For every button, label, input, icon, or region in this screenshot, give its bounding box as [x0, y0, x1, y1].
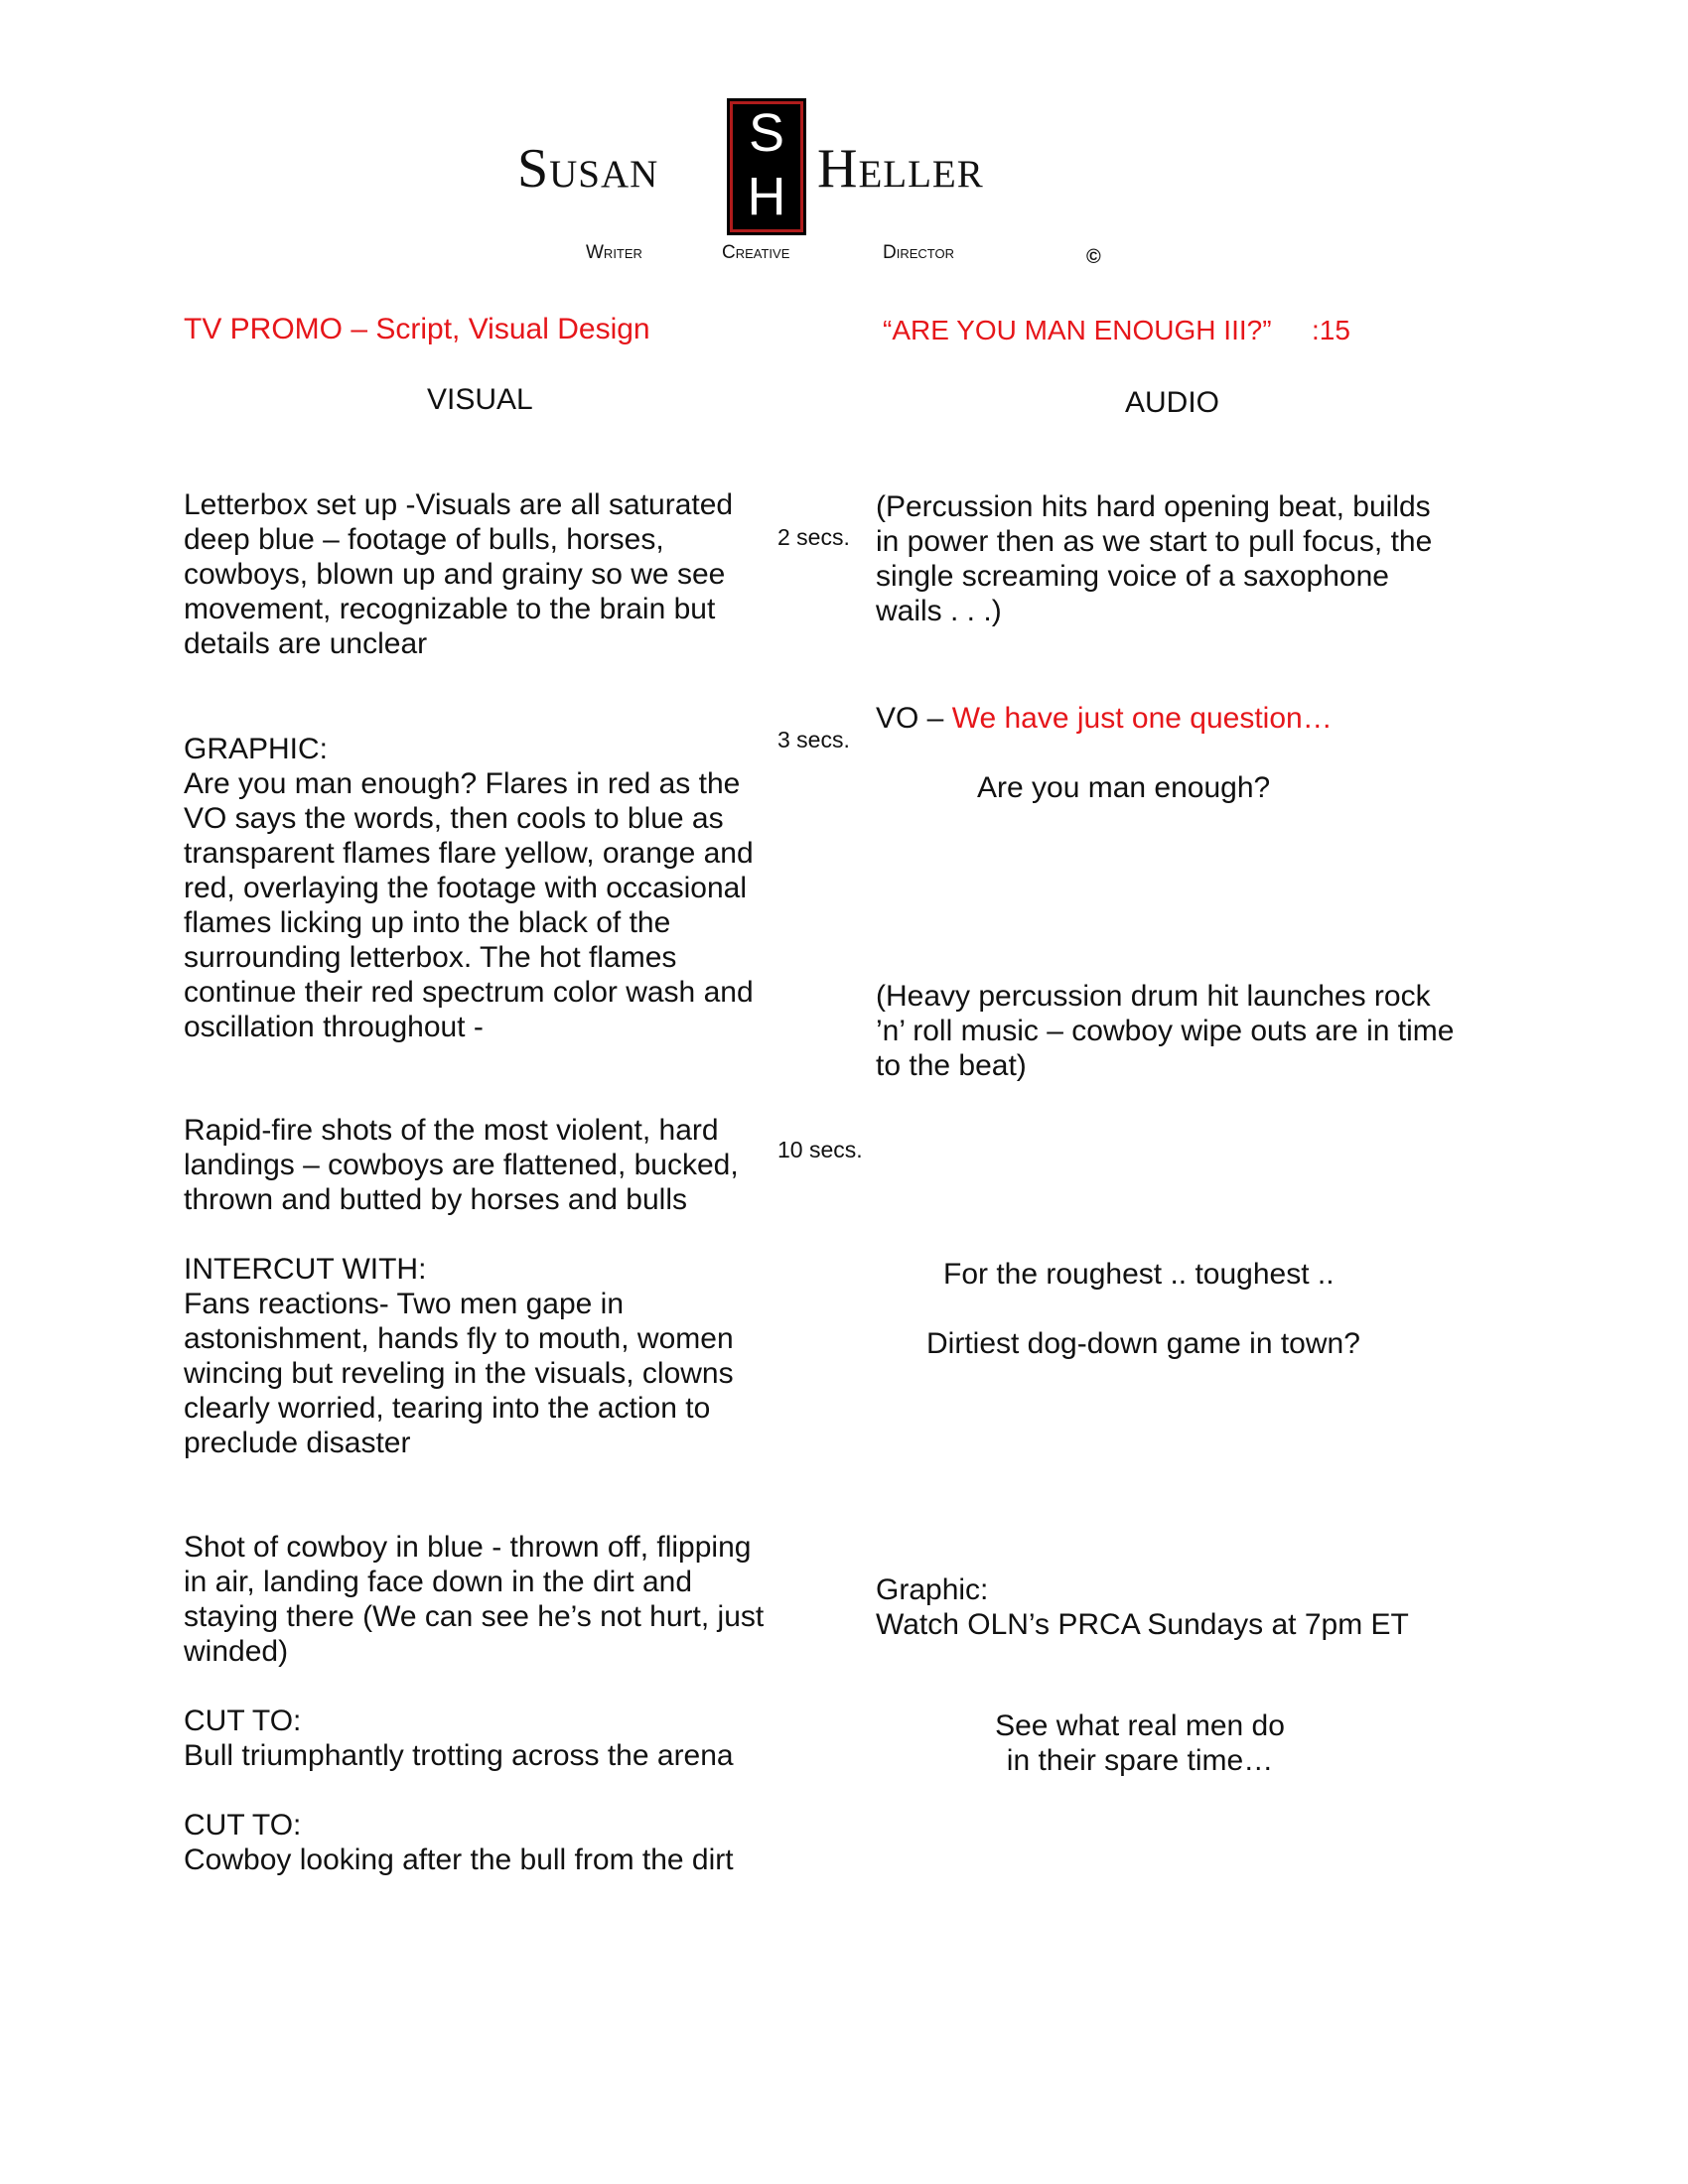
timing-10-secs: 10 secs. — [777, 1137, 863, 1162]
visual-block-rapid-fire: Rapid-fire shots of the most violent, hard landings – cowboys are flattened, bucked, thrown and butted by horses and bulls — [184, 1114, 739, 1216]
letterhead-first-name: Susan — [517, 138, 659, 200]
copyright-symbol: © — [1086, 246, 1101, 268]
promo-duration: :15 — [1312, 315, 1350, 345]
visual-column-title: VISUAL — [427, 383, 533, 416]
monogram-letter-top: S — [748, 103, 785, 163]
timing-3-secs: 3 secs. — [777, 727, 850, 752]
monogram-logo — [727, 98, 806, 235]
vo-label: VO – — [876, 702, 952, 735]
audio-column-title: AUDIO — [1125, 386, 1220, 419]
audio-block-graphic: Graphic: Watch OLN’s PRCA Sundays at 7pm ET — [876, 1573, 1409, 1641]
role-director: Director — [883, 242, 954, 263]
visual-block-cut-to-bull: CUT TO: Bull triumphantly trotting across the arena — [184, 1705, 734, 1772]
audio-block-percussion: (Percussion hits hard opening beat, builds in power then as we start to pull focus, the single screaming voice of a saxophone wails . . .) — [876, 490, 1433, 627]
visual-block-graphic: GRAPHIC: Are you man enough? Flares in red as the VO says the words, then cools to blue as transparent flames flare yellow, orange and red, overlaying the footage with occasional flames licking up into the black of the surrounding letterbox. The hot flames continue their red spectrum color wash and oscillation throughout - — [184, 733, 754, 1043]
promo-title: “ARE YOU MAN ENOUGH III?” — [883, 315, 1272, 345]
audio-block-real-men: See what real men do in their spare time… — [995, 1709, 1285, 1777]
visual-block-letterbox: Letterbox set up -Visuals are all saturated deep blue – footage of bulls, horses, cowboys, blown up and grainy so we see movement, recognizable to the brain but details are unclear — [184, 488, 734, 660]
visual-block-cut-to-cowboy: CUT TO: Cowboy looking after the bull from the dirt — [184, 1809, 734, 1876]
audio-roughest-toughest: For the roughest .. toughest .. — [943, 1258, 1335, 1291]
letterhead-last-name: Heller — [817, 138, 984, 200]
timing-2-secs: 2 secs. — [777, 524, 850, 550]
promo-type-heading: TV PROMO – Script, Visual Design — [184, 313, 650, 345]
audio-block-heavy-percussion: (Heavy percussion drum hit launches rock ’n’ roll music – cowboy wipe outs are in time to the beat) — [876, 980, 1455, 1082]
audio-vo-line — [876, 701, 1333, 736]
role-writer: Writer — [586, 242, 642, 263]
role-creative: Creative — [722, 242, 790, 263]
monogram-letter-bottom: H — [747, 167, 786, 226]
audio-are-you-man-enough: Are you man enough? — [977, 771, 1271, 804]
vo-question-line: We have just one question… — [951, 702, 1333, 735]
visual-block-intercut: INTERCUT WITH: Fans reactions- Two men gape in astonishment, hands fly to mouth, women wincing but reveling in the visuals, clowns clearly worried, tearing into the action to preclude disaster — [184, 1253, 734, 1459]
audio-dirtiest-dog-down: Dirtiest dog-down game in town? — [926, 1327, 1360, 1360]
visual-block-cowboy-thrown: Shot of cowboy in blue - thrown off, flipping in air, landing face down in the dirt and staying there (We can see he’s not hurt, just winded) — [184, 1531, 765, 1668]
